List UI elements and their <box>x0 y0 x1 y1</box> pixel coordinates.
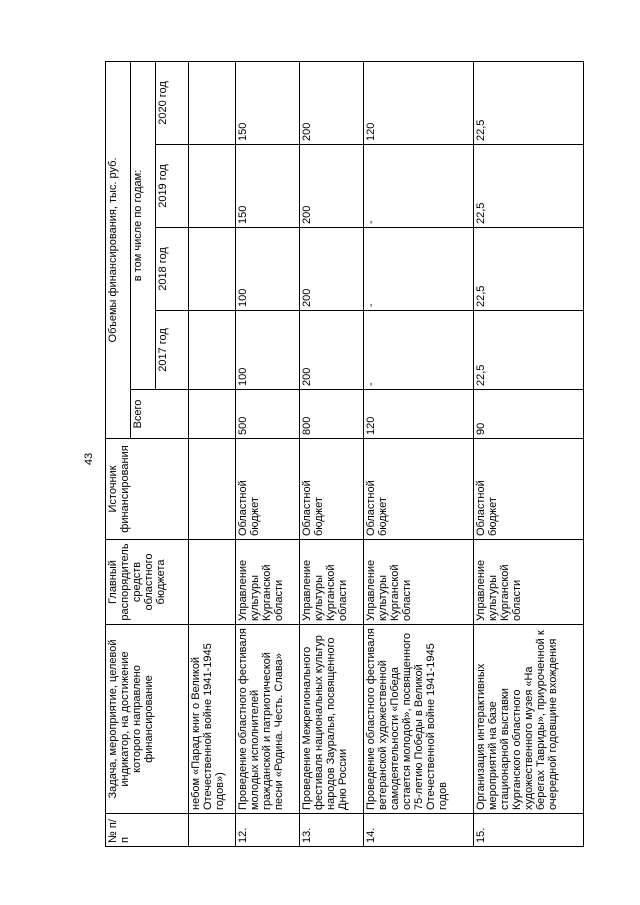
header-source: Источник финансирования <box>106 439 189 540</box>
row-2020: 120 <box>364 61 474 144</box>
row-total <box>189 390 236 439</box>
row-2020: 200 <box>300 61 364 144</box>
row-2017: 200 <box>300 311 364 390</box>
row-2019 <box>189 145 236 228</box>
header-volume: Объемы финансирования, тыс. руб. <box>106 61 131 438</box>
row-2017: 100 <box>236 311 300 390</box>
table-row <box>474 61 584 846</box>
row-task: Организация интерактивных мероприятий на базе стационарной выставки Курганского областного художественного музея «На берегах Тавриды», приуроченной к очередной годовщине вхождения <box>474 625 584 814</box>
row-source: Областной бюджет <box>236 439 300 540</box>
page-number: 43 <box>83 452 95 466</box>
rotated-page <box>105 62 605 847</box>
row-num: 12. <box>236 814 300 847</box>
row-num: 13. <box>300 814 364 847</box>
header-num: № п/п <box>106 814 189 847</box>
table-row <box>189 61 236 846</box>
row-source: Областной бюджет <box>474 439 584 540</box>
row-manager <box>189 540 236 625</box>
row-2018: 22,5 <box>474 228 584 311</box>
table-row <box>236 61 300 846</box>
header-manager: Главный распорядитель средств областного бюджета <box>106 540 189 625</box>
table-row <box>300 61 364 846</box>
header-by-years: в том числе по годам: <box>131 61 156 389</box>
table-row <box>364 61 474 846</box>
row-manager: Управление культуры Курганской области <box>474 540 584 625</box>
row-2019: 22,5 <box>474 145 584 228</box>
row-num: 14. <box>364 814 474 847</box>
row-2018 <box>189 228 236 311</box>
row-task: Проведение областного фестиваля ветеранской художественной самодеятельности «Победа остается молодой», посвященного 75-летию Победы в Великой Отечественной войне 1941-1945 годов <box>364 625 474 814</box>
row-2017: 22,5 <box>474 311 584 390</box>
row-task: небом «Парад книг о Великой Отечественной войне 1941-1945 годов») <box>189 625 236 814</box>
header-year-2019: 2019 год <box>156 145 189 228</box>
row-source: Областной бюджет <box>300 439 364 540</box>
header-year-2018: 2018 год <box>156 228 189 311</box>
row-total: 800 <box>300 390 364 439</box>
row-2020 <box>189 61 236 144</box>
row-2018: 100 <box>236 228 300 311</box>
row-total: 500 <box>236 390 300 439</box>
row-source <box>189 439 236 540</box>
row-2019: 150 <box>236 145 300 228</box>
row-2019: 200 <box>300 145 364 228</box>
row-manager: Управление культуры Курганской области <box>364 540 474 625</box>
row-manager: Управление культуры Курганской области <box>300 540 364 625</box>
header-task: Задача, мероприятие, целевой индикатор, на достижение которого направлено финансирование <box>106 625 189 814</box>
row-manager: Управление культуры Курганской области <box>236 540 300 625</box>
financing-table <box>105 61 584 847</box>
header-year-2017: 2017 год <box>156 311 189 390</box>
row-num <box>189 814 236 847</box>
row-2018: 200 <box>300 228 364 311</box>
row-task: Проведение областного фестиваля молодых исполнителей гражданской и патриотической песни «Родина. Честь. Слава» <box>236 625 300 814</box>
row-task: Проведение Межрегионального фестиваля национальных культур народов Зауралья, посвященного Дню России <box>300 625 364 814</box>
row-2020: 150 <box>236 61 300 144</box>
header-total: Всего <box>131 390 189 439</box>
row-source: Областной бюджет <box>364 439 474 540</box>
header-year-2020: 2020 год <box>156 61 189 144</box>
row-num: 15. <box>474 814 584 847</box>
row-2017: - <box>364 311 474 390</box>
row-total: 90 <box>474 390 584 439</box>
row-total: 120 <box>364 390 474 439</box>
row-2017 <box>189 311 236 390</box>
row-2019: - <box>364 145 474 228</box>
row-2018: - <box>364 228 474 311</box>
row-2020: 22,5 <box>474 61 584 144</box>
